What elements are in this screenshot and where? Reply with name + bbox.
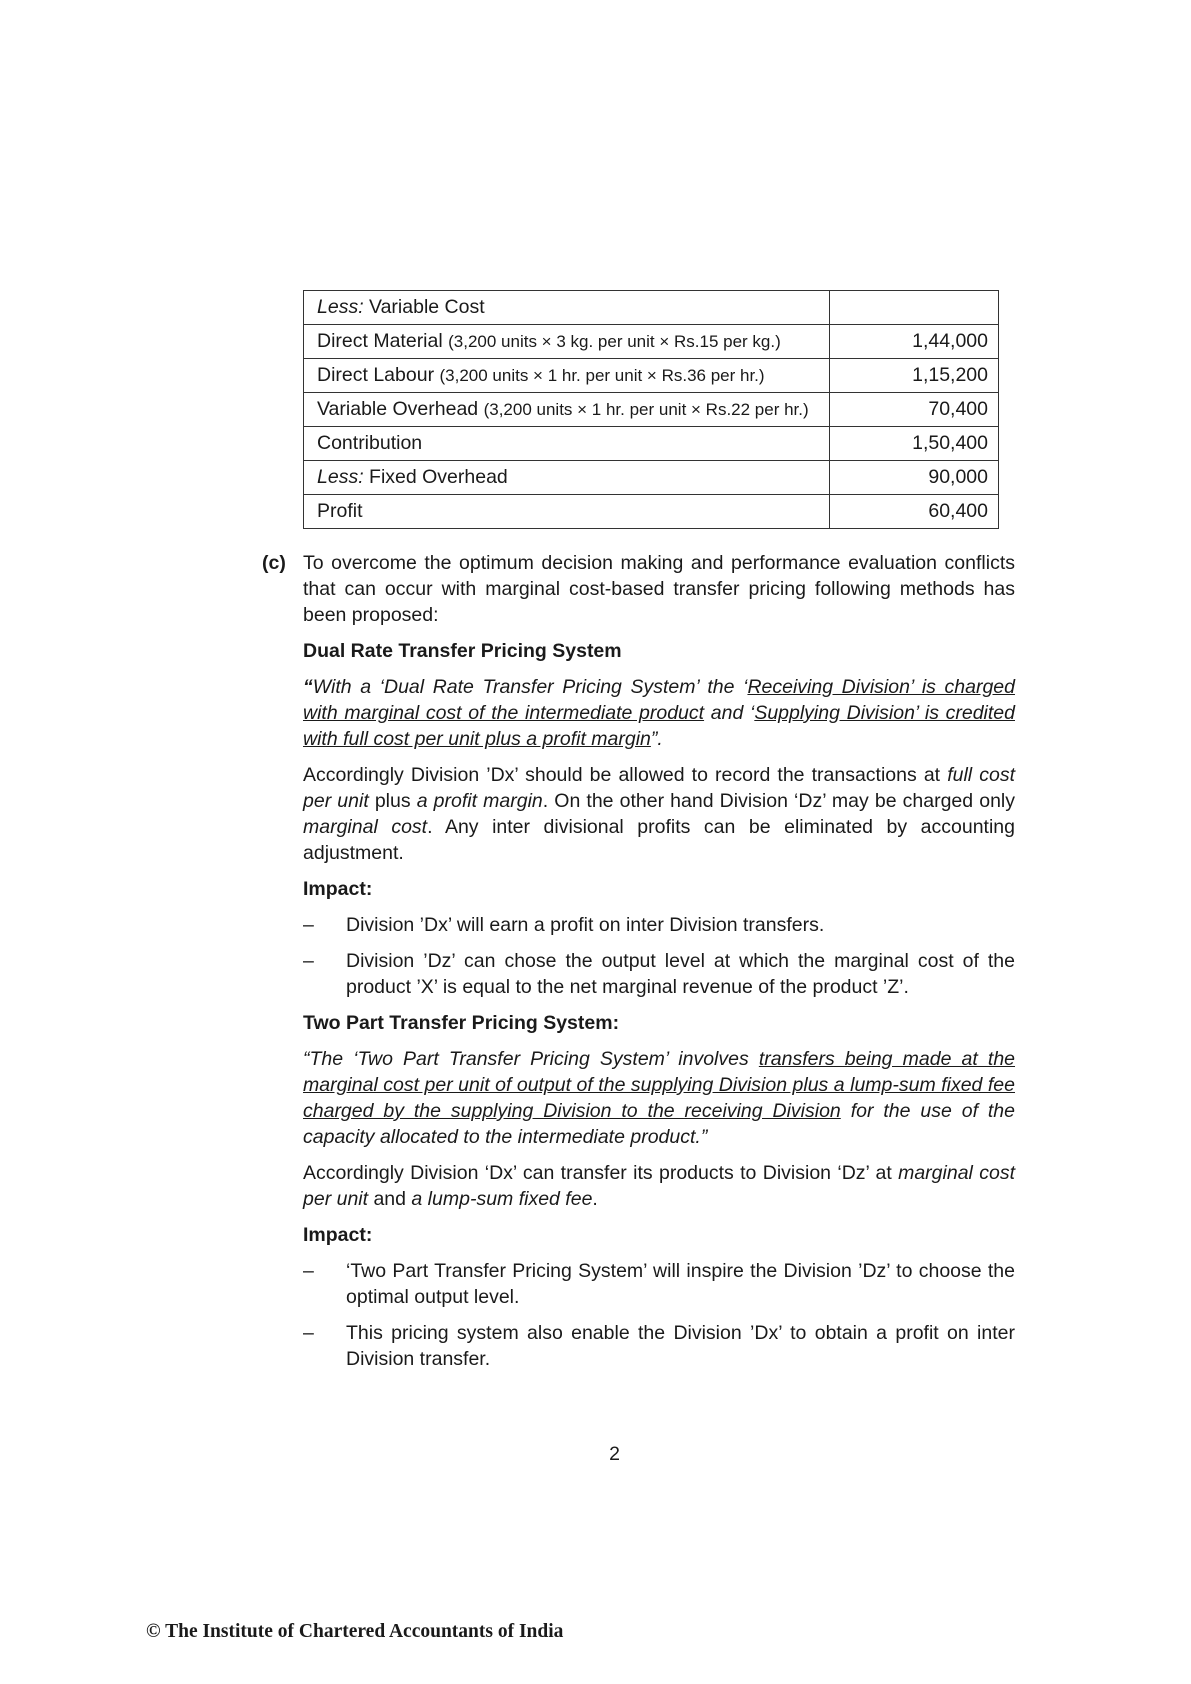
italic-text: marginal cost per unit	[303, 1162, 1015, 1210]
row-amount: 1,15,200	[830, 359, 999, 393]
row-label	[304, 325, 830, 359]
text-span: and	[368, 1188, 412, 1210]
text-span: “The ‘Two Part Transfer Pricing System’ involves	[303, 1048, 759, 1070]
impact-heading: Impact:	[303, 878, 373, 900]
bullet-dash: –	[303, 950, 314, 972]
text-span: . On the other hand Division ‘Dz’ may be charged only	[542, 790, 1015, 812]
section-marker: (c)	[262, 552, 286, 574]
underlined-text: Receiving Division’ is charged with marginal cost of the intermediate product	[303, 676, 1015, 724]
row-label: Contribution	[304, 427, 830, 461]
text-span: . Any inter divisional profits can be eliminated by accounting adjustment.	[303, 816, 1015, 864]
list-item	[303, 912, 1015, 938]
row-label: Profit	[304, 495, 830, 529]
copyright-footer: © The Institute of Chartered Accountants of India	[146, 1621, 564, 1642]
row-amount: 90,000	[830, 461, 999, 495]
table-row	[304, 495, 999, 529]
bullet-dash: –	[303, 1322, 314, 1344]
impact-heading: Impact:	[303, 1224, 373, 1246]
table-row	[304, 461, 999, 495]
list-item	[303, 948, 1015, 1000]
label-text: Direct Material	[317, 330, 449, 352]
text-span: .	[592, 1188, 598, 1210]
italic-text: a profit margin	[416, 790, 543, 812]
table-row	[304, 393, 999, 427]
table-row	[304, 427, 999, 461]
row-amount: 1,50,400	[830, 427, 999, 461]
text-span: for the use of the capacity allocated to the intermediate product.”	[303, 1100, 1015, 1148]
bullet-text: ‘Two Part Transfer Pricing System’ will inspire the Division ’Dz’ to choose the optimal output level.	[346, 1260, 1015, 1308]
dual-rate-explanation	[303, 762, 1015, 866]
list-item	[303, 1320, 1015, 1372]
page-number: 2	[609, 1443, 620, 1465]
table-row	[304, 291, 999, 325]
row-label	[304, 393, 830, 427]
text-span: Accordingly Division ‘Dx’ can transfer its products to Division ‘Dz’ at	[303, 1162, 899, 1184]
cost-statement-table	[303, 290, 999, 529]
italic-text: full cost per unit	[303, 764, 1015, 812]
label-detail: (3,200 units × 1 hr. per unit × Rs.22 per hr.)	[483, 400, 809, 419]
label-text: Variable Overhead	[317, 398, 484, 420]
text-span: With a ‘Dual Rate Transfer Pricing System’ the ‘	[312, 676, 748, 698]
bullet-dash: –	[303, 914, 314, 936]
label-text: Variable Cost	[363, 296, 485, 318]
row-amount: 1,44,000	[830, 325, 999, 359]
two-part-explanation	[303, 1160, 1015, 1212]
table-row	[304, 359, 999, 393]
label-text: Direct Labour	[317, 364, 440, 386]
label-detail: (3,200 units × 3 kg. per unit × Rs.15 per kg.)	[448, 332, 781, 351]
label-detail: (3,200 units × 1 hr. per unit × Rs.36 per hr.)	[439, 366, 765, 385]
table-row	[304, 325, 999, 359]
text-span: and ‘	[704, 702, 755, 724]
section-intro: To overcome the optimum decision making and performance evaluation conflicts that can occur with marginal cost-based transfer pricing following methods has been proposed:	[303, 552, 1015, 626]
row-label	[304, 461, 830, 495]
section-c	[262, 550, 1016, 1382]
dual-rate-heading: Dual Rate Transfer Pricing System	[303, 640, 622, 662]
row-amount	[830, 291, 999, 325]
dual-rate-definition	[303, 674, 1015, 752]
italic-text: marginal cost	[303, 816, 428, 838]
text-span: ”.	[650, 728, 663, 750]
row-label	[304, 291, 830, 325]
bullet-text: Division ’Dz’ can chose the output level at which the marginal cost of the product ’X’ is equal to the net marginal revenue of the product ’Z’.	[346, 950, 1015, 998]
text-span: plus	[368, 790, 417, 812]
list-item	[303, 1258, 1015, 1310]
label-prefix: Less:	[317, 466, 364, 488]
two-part-definition	[303, 1046, 1015, 1150]
row-amount: 60,400	[830, 495, 999, 529]
bullet-text: This pricing system also enable the Division ’Dx’ to obtain a profit on inter Division transfer.	[346, 1322, 1015, 1370]
row-label	[304, 359, 830, 393]
bullet-text: Division ’Dx’ will earn a profit on inter Division transfers.	[346, 914, 825, 936]
underlined-text: Supplying Division’ is credited with full cost per unit plus a profit margin	[303, 702, 1015, 750]
bullet-dash: –	[303, 1260, 314, 1282]
label-text: Fixed Overhead	[363, 466, 508, 488]
underlined-text: transfers being made at the marginal cost per unit of output of the supplying Division plus a lump-sum fixed fee charged by the supplying Division to the receiving Division	[303, 1048, 1016, 1122]
two-part-heading: Two Part Transfer Pricing System:	[303, 1012, 620, 1034]
label-prefix: Less:	[317, 296, 364, 318]
text-span: Accordingly Division ’Dx’ should be allowed to record the transactions at	[303, 764, 948, 786]
row-amount: 70,400	[830, 393, 999, 427]
quote-mark: “	[303, 676, 313, 698]
italic-text: a lump-sum fixed fee	[411, 1188, 593, 1210]
